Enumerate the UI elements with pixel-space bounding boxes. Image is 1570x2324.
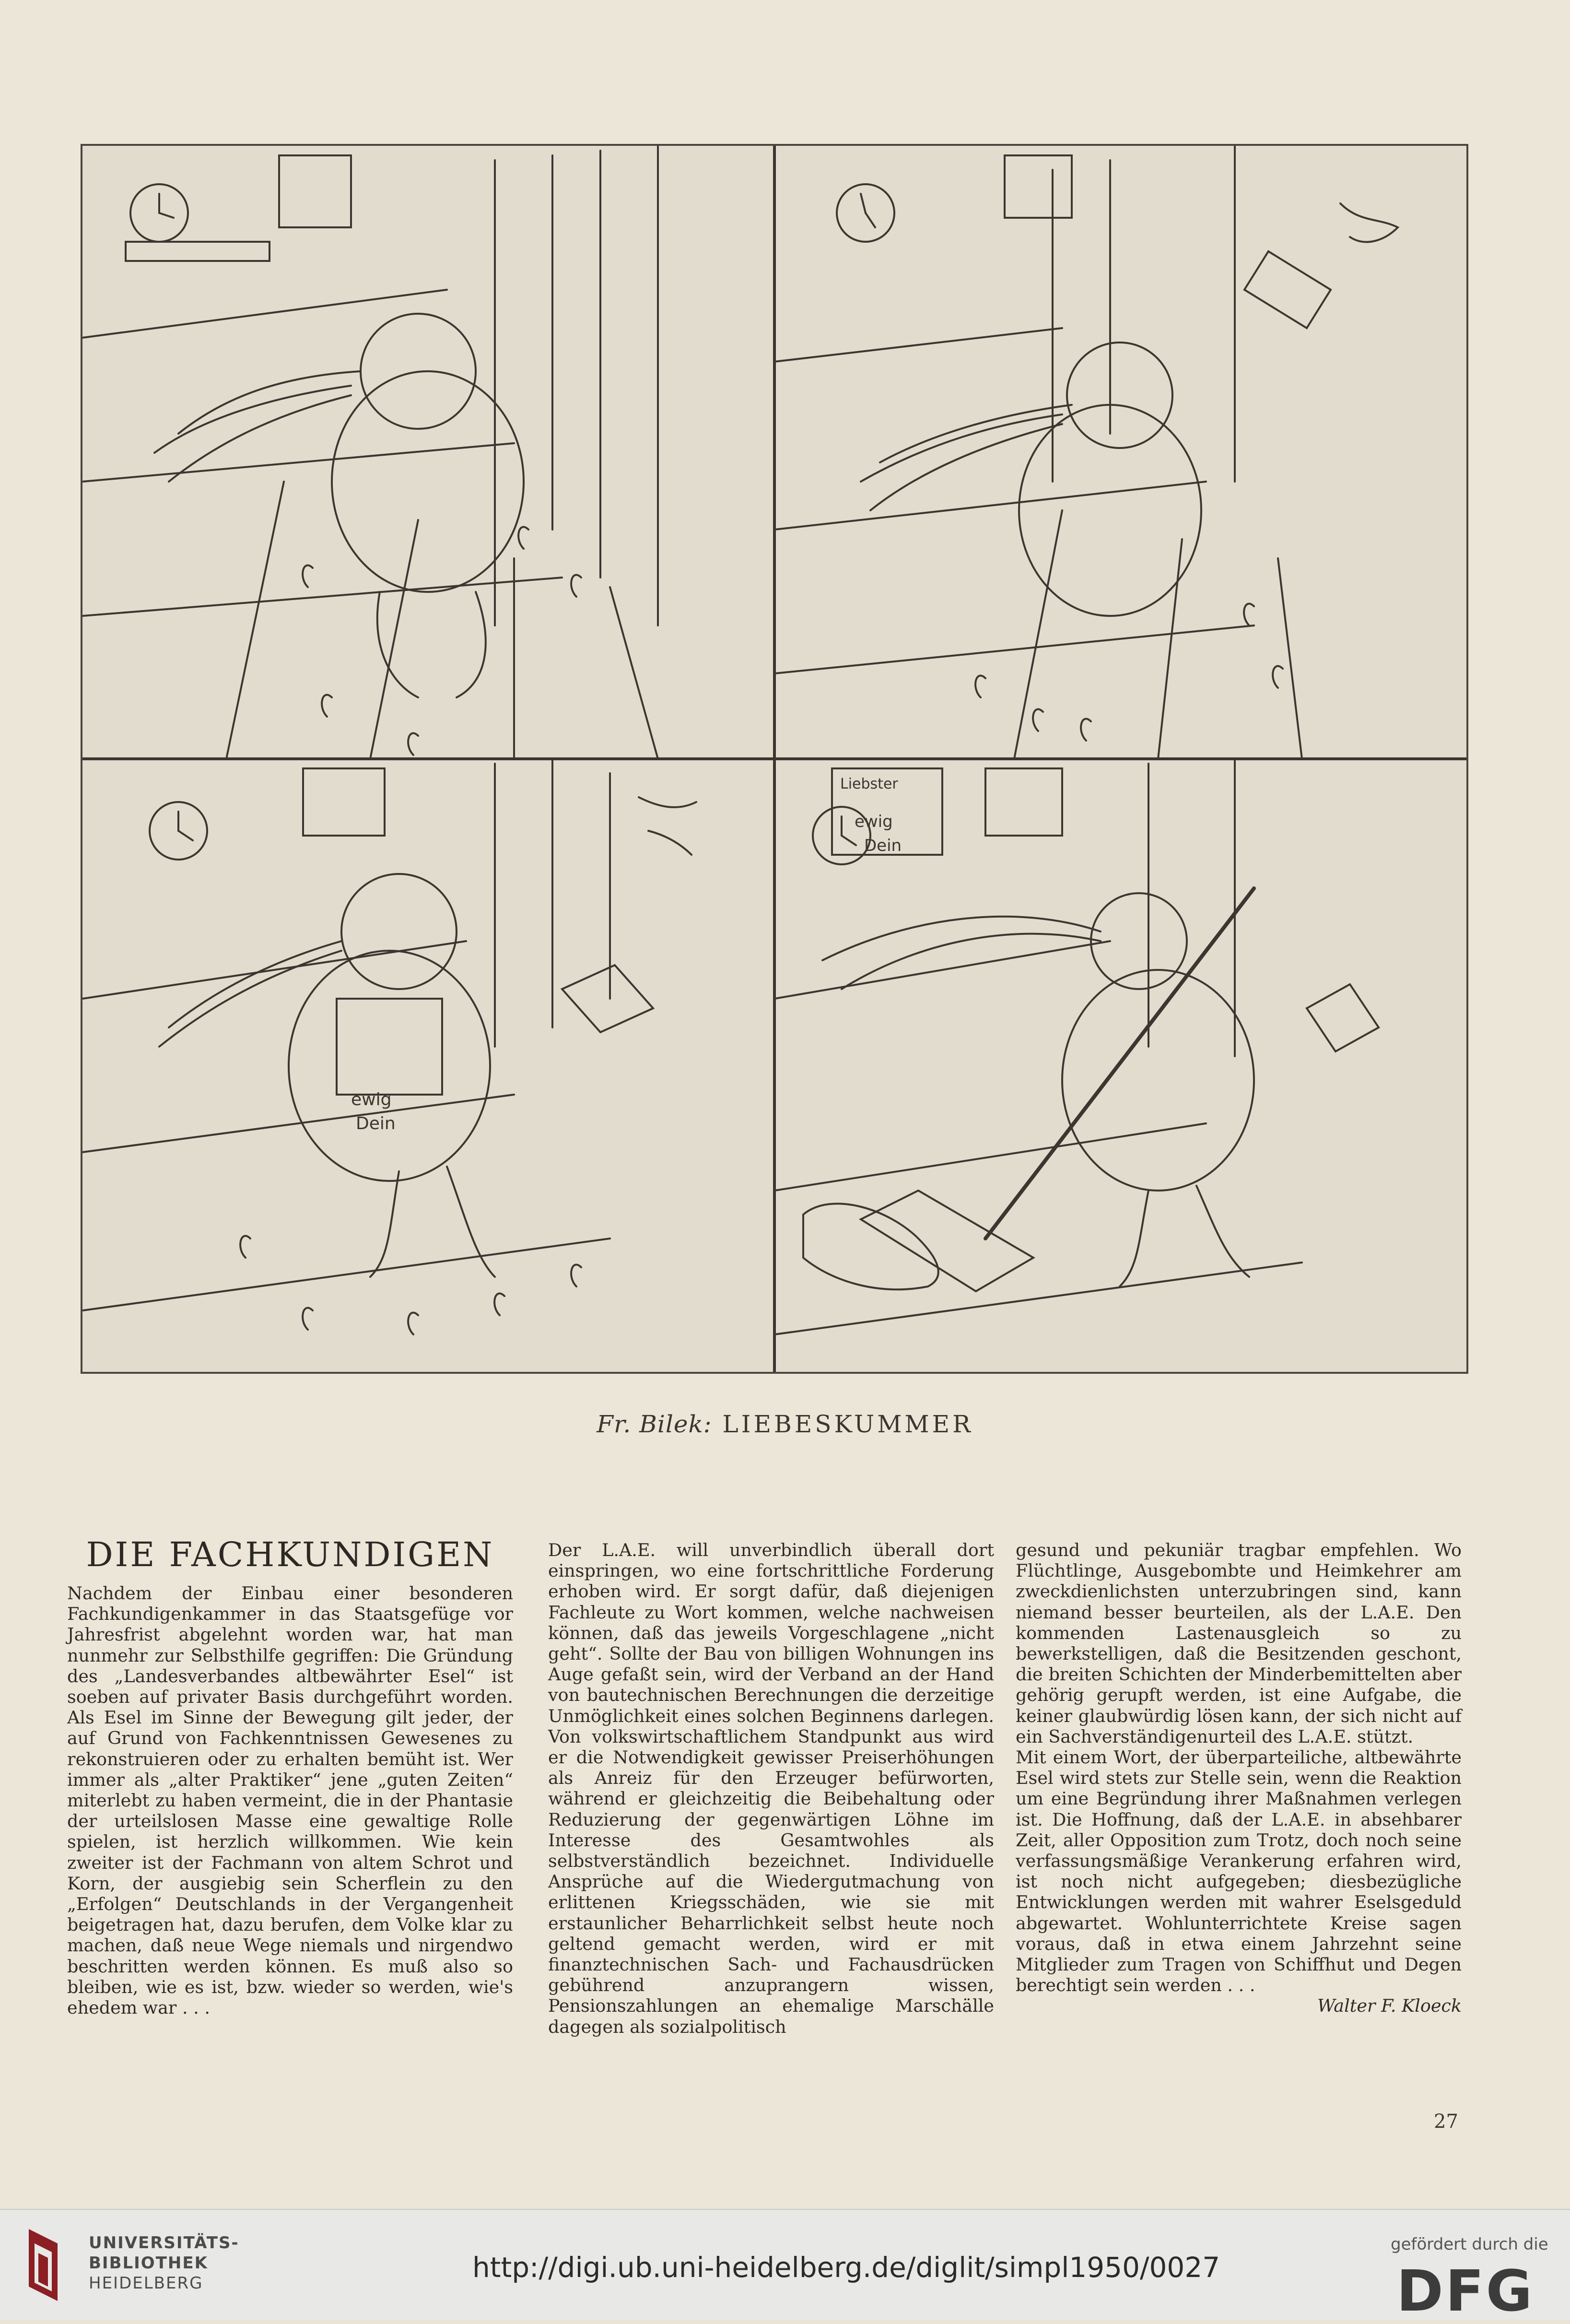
panel-4-note-line2: ewig [855,812,893,831]
permalink-url[interactable]: http://digi.ub.uni-heidelberg.de/diglit/simpl1950/0027 [472,2251,1220,2284]
column-1-text: Nachdem der Einbau einer besonderen Fachkundigenkammer in das Staatsgefüge vor Jahresfrist abgelehnt worden war, hat man nunmehr zur Selbsthilfe gegriffen: Die Gründung des „Landesverbandes altbewährter Esel“ ist soeben auf privater Basis durchgeführt worden. Als Esel im Sinne der Bewegung gilt jeder, der auf Grund von Fachkenntnissen Gewesenes zu rekonstruieren oder zu erhalten bemüht ist. Wer immer als „alter Praktiker“ jene „guten Zeiten“ miterlebt zu haben vermeint, die in der Phantasie der urteilslosen Masse eine gewaltige Rolle spielen, ist herzlich willkommen. Wie kein zweiter ist der Fachmann von altem Schrot und Korn, der ausgiebig sein Scherflein zu den „Erfolgen“ Deutschlands in der Vergangenheit beigetragen hat, dazu berufen, dem Volke klar zu machen, daß neue Wege niemals und nirgendwo beschritten werden können. Es muß also so bleiben, wie es ist, bzw. wieder so werden, wie's ehedem war . . . [67,1583,513,2018]
comic-illustration [82,146,1466,1372]
dfg-logo: DFG [1396,2258,1535,2324]
caption-author: Fr. Bilek: [597,1410,712,1438]
university-library-logo-icon [24,2224,62,2306]
panel-2 [774,146,1398,759]
article-column-2 [548,1540,994,2037]
institution-line-2: BIBLIOTHEK [89,2253,208,2273]
column-2-text: Der L.A.E. will unverbindlich überall dort einspringen, wo eine fortschrittliche Forderung erhoben wird. Er sorgt dafür, daß diejenigen Fachleute zu Wort kommen, welche nachweisen können, daß das jeweils Vorgeschlagene „nicht geht“. Sollte der Bau von billigen Wohnungen ins Auge gefaßt sein, wird der Verband an der Hand von bautechnischen Berechnungen die derzeitige Unmöglichkeit eines solchen Beginnens darlegen. Von volkswirtschaftlichem Standpunkt aus wird er die Notwendigkeit gewisser Preiserhöhungen als Anreiz für den Erzeuger befürworten, während er gleichzeitig die Beibehaltung oder Reduzierung der gegenwärtigen Löhne im Interesse des Gesamtwohles als selbstverständlich bezeichnet. Individuelle Ansprüche auf die Wiedergutmachung von erlittenen Kriegsschäden, wie sie mit erstaunlicher Beharrlichkeit selbst heute noch geltend gemacht werden, wird er mit finanztechnischen Sach- und Fachausdrücken gebührend anzuprangern wissen, Pensionszahlungen an ehemalige Marschälle dagegen als sozialpolitisch [548,1540,994,2037]
panel-3-note-line1: ewig [351,1090,392,1109]
panel-4-note-line3: Dein [864,836,902,855]
caption-title: LIEBESKUMMER [722,1410,973,1438]
page-number: 27 [1434,2111,1458,2133]
institution-name [89,2233,239,2293]
panel-3-note-line2: Dein [356,1114,396,1133]
comic-strip [81,144,1468,1374]
digitization-footer [0,2209,1570,2324]
comic-caption [0,1410,1570,1438]
column-3-paragraph-1: gesund und pekuniär tragbar empfehlen. Wo Flüchtlinge, Ausgebombte und Heimkehrer am zweckdienlichsten unterzubringen sind, kann niemand besser beurteilen, als der L.A.E. Den kommenden Lastenausgleich so zu bewerkstelligen, daß die Besitzenden geschont, die breiten Schichten der Minderbemittelten aber gehörig gerupft werden, ist eine Aufgabe, die keiner glaubwürdig lösen kann, der sich nicht auf ein Sachverständigenurteil des L.A.E. stützt. [1016,1540,1462,1747]
article-headline: DIE FACHKUNDIGEN [86,1535,494,1574]
article-signature: Walter F. Kloeck [1317,1995,1462,2017]
panel-1 [82,146,658,759]
column-3-paragraph-2: Mit einem Wort, der überparteiliche, altbewährte Esel wird stets zur Stelle sein, wenn die Reaktion um eine Begründung ihrer Maßnahmen verlegen ist. Die Hoffnung, daß der L.A.E. in absehbarer Zeit, aller Opposition zum Trotz, doch noch seine verfassungsmäßige Verankerung erfahren wird, ist noch nicht aufgegeben; diesbezügliche Entwicklungen werden mit wahrer Eselsgeduld abgewartet. Wohlunterrichtete Kreise sagen voraus, daß in etwa einem Jahrzehnt seine Mitglieder zum Tragen von Schiffhut und Degen berechtigt sein werden . . . [1016,1747,1462,1996]
article-column-3 [1016,1540,1462,2017]
institution-line-1: UNIVERSITÄTS- [89,2233,239,2253]
panel-3 [82,759,696,1334]
institution-line-3: HEIDELBERG [89,2274,203,2293]
panel-4-note-line1: Liebster [840,776,898,792]
article-column-1 [67,1583,513,2018]
funding-note: gefördert durch die [1391,2235,1548,2254]
